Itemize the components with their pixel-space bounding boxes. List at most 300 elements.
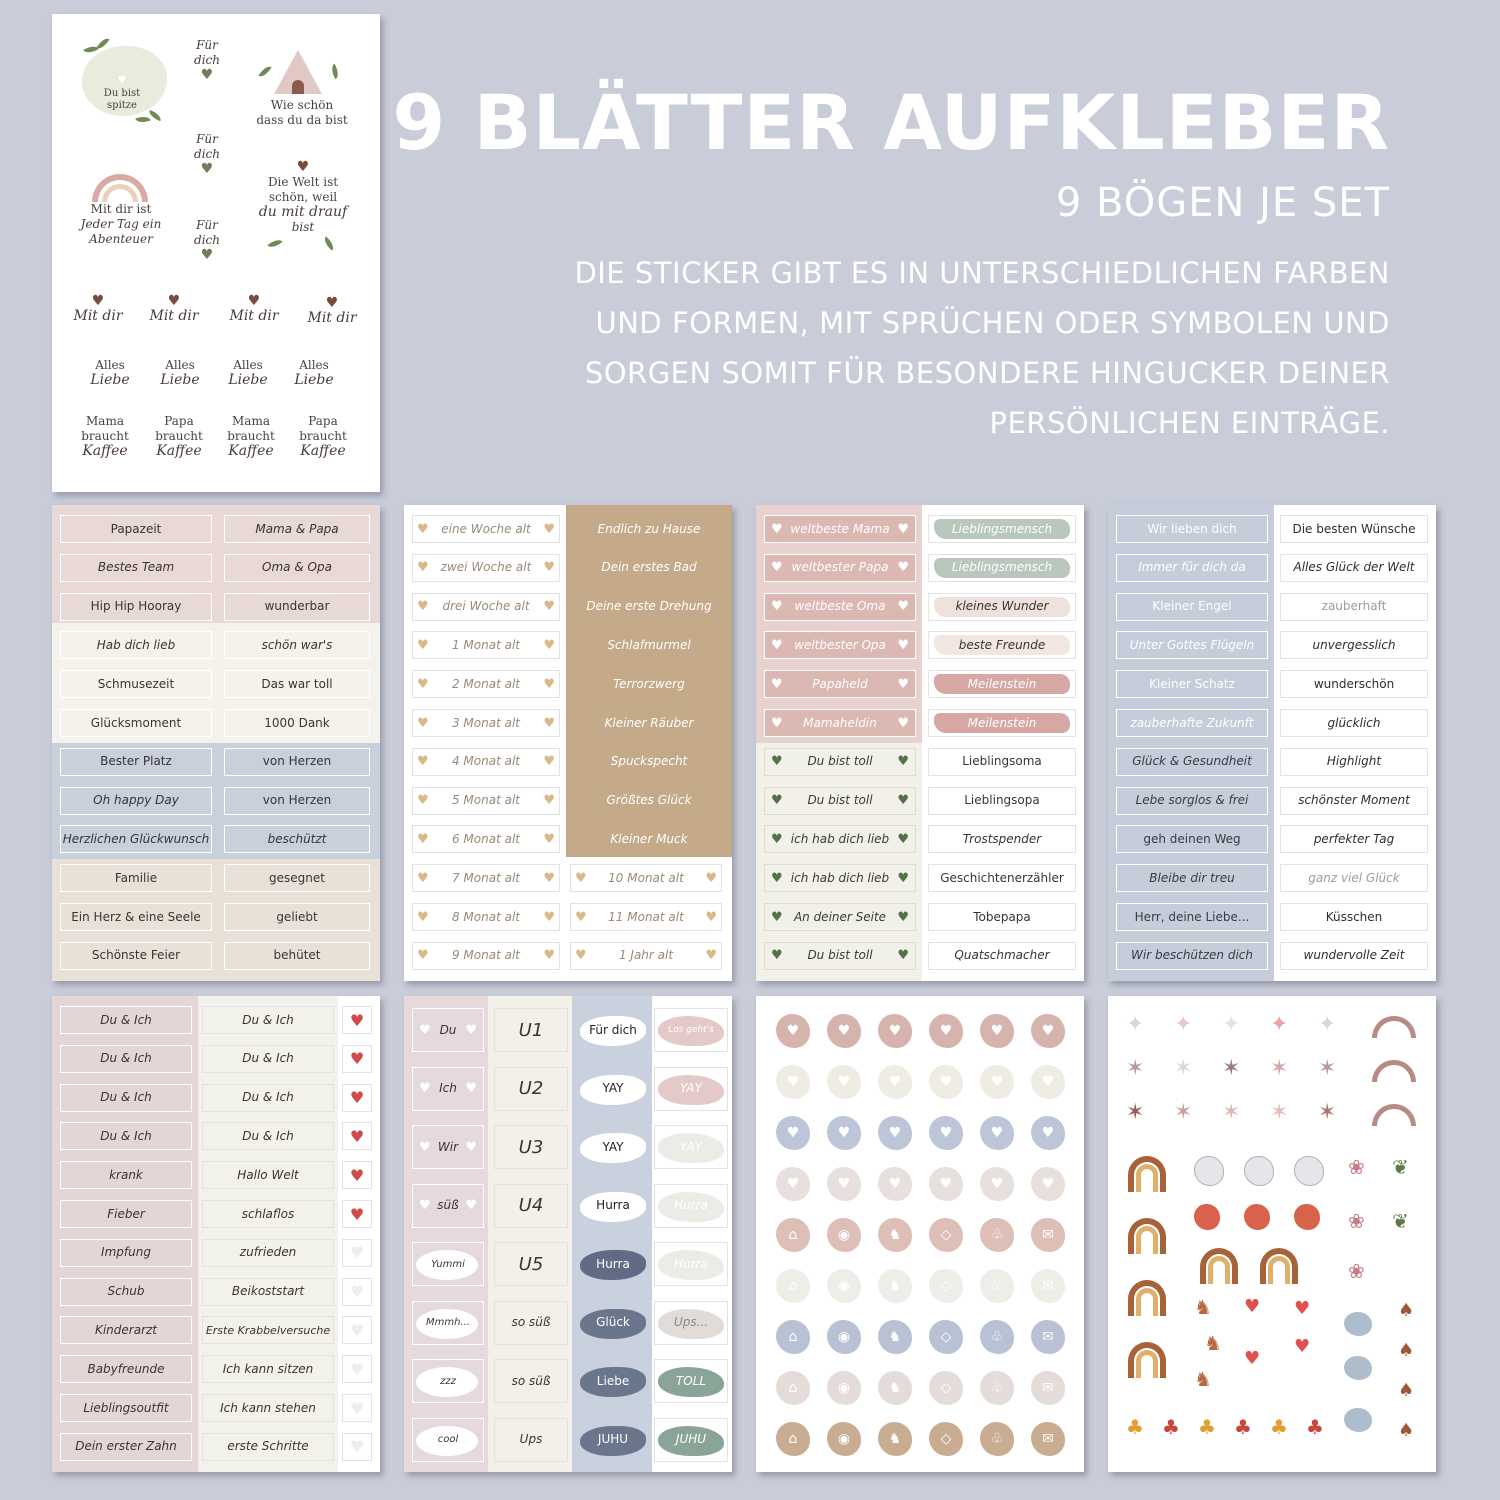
heart-icon: ♥: [543, 521, 555, 537]
label-text: ich hab dich lieb: [790, 870, 890, 885]
label-sticker: [764, 903, 916, 931]
text-liebe: Liebe: [294, 372, 334, 388]
star-icon: ✶: [1174, 1056, 1193, 1081]
text-dass-du-da-bist: dass du da bist: [256, 113, 348, 127]
icon-circle: ♥: [980, 1167, 1014, 1201]
heart-icon: ♥: [342, 1045, 372, 1073]
icon-circle: ⌂: [776, 1422, 810, 1456]
quote-wie-schoen: [242, 98, 362, 128]
label-sticker: Bester Platz: [60, 748, 212, 776]
icon-circle: ♥: [980, 1116, 1014, 1150]
icon-circle: ◇: [929, 1371, 963, 1405]
quote-die-welt: [248, 160, 358, 235]
label-sticker: erste Schritte: [202, 1433, 334, 1461]
label-sticker: wunderschön: [1280, 670, 1428, 698]
heart-icon: ♥: [543, 909, 555, 925]
label-text: weltbeste Oma: [794, 599, 886, 614]
label-text: Du bist toll: [807, 754, 873, 769]
heart-icon: ♥: [417, 754, 429, 770]
label-sticker: YAY: [602, 1081, 624, 1095]
label-sticker: Ups...: [654, 1301, 728, 1345]
heart-icon: ♥: [465, 1022, 477, 1038]
text-papa: Papa: [164, 414, 194, 428]
label-text: 2 Monat alt: [451, 676, 520, 691]
label-text: weltbester Papa: [791, 560, 889, 575]
text-spitze: spitze: [107, 100, 137, 111]
heart-icon: ♥: [296, 159, 310, 175]
heart-icon: ♥: [543, 948, 555, 964]
rainbow-inner: [1136, 1350, 1158, 1378]
label-sticker: Wir lieben dich: [1116, 515, 1268, 543]
icon-circle: ♥: [827, 1065, 861, 1099]
icon-circle: ♧: [980, 1320, 1014, 1354]
label-sticker: Hab dich lieb: [60, 631, 212, 659]
label-sticker: Kinderarzt: [60, 1316, 192, 1344]
rainbow-icon: [1372, 1104, 1416, 1126]
label-sticker: Bestes Team: [60, 554, 212, 582]
label-sticker: [764, 593, 916, 621]
label-text: 9 Monat alt: [451, 948, 520, 963]
icon-circle: ♥: [1031, 1167, 1065, 1201]
label-text: 4 Monat alt: [451, 754, 520, 769]
label-sticker: Lieblingsmensch: [928, 554, 1076, 582]
label-sticker: Trostspender: [928, 825, 1076, 853]
star-icon: ✦: [1126, 1012, 1145, 1037]
label-sticker: Meilenstein: [928, 670, 1076, 698]
heart-icon: ♥: [342, 1161, 372, 1189]
text-fuer: Für: [196, 132, 218, 146]
quote-mit-dir-2: [144, 294, 204, 324]
label-sticker: [412, 554, 560, 582]
label-sticker: Kleiner Muck: [610, 831, 688, 846]
tulip-icon: ♣: [1198, 1415, 1216, 1439]
label-sticker: Glück: [596, 1315, 630, 1329]
label-text: weltbeste Mama: [790, 521, 890, 536]
label-sticker: Los geht's: [654, 1008, 728, 1052]
label-sticker: von Herzen: [224, 748, 370, 776]
icon-circle: ♥: [878, 1014, 912, 1048]
heart-icon: ♥: [342, 1122, 372, 1150]
label-sticker: perfekter Tag: [1280, 825, 1428, 853]
quote-mit-dir-3: [224, 294, 284, 324]
star-icon: ✶: [1126, 1056, 1145, 1081]
mushroom-icon: ♠: [1398, 1380, 1415, 1401]
tulip-icon: ♣: [1270, 1415, 1288, 1439]
text-fuer: Für: [196, 218, 218, 232]
heart-icon: ♥: [342, 1200, 372, 1228]
heart-icon: ♥: [771, 793, 783, 809]
label-sticker: Hurra: [654, 1242, 728, 1286]
bird-ornament-icon: [1194, 1156, 1224, 1186]
icon-circle: ♥: [827, 1167, 861, 1201]
sheet-labels-family-heroes: [756, 505, 1084, 981]
sheet-quotes: [52, 14, 380, 492]
label-sticker: Hurra: [654, 1184, 728, 1228]
icon-circle: ♥: [1031, 1065, 1065, 1099]
rocking-horse-icon: ♞: [1204, 1331, 1222, 1355]
heart-icon: ♥: [543, 754, 555, 770]
icon-circle: ♧: [980, 1269, 1014, 1303]
text-schoen-weil: schön, weil: [268, 190, 338, 204]
icon-circle: ♥: [929, 1014, 963, 1048]
heart-icon: ♥: [342, 1355, 372, 1383]
label-sticker: Meilenstein: [928, 709, 1076, 737]
star-icon: ✦: [1270, 1012, 1289, 1037]
icon-circle: ♥: [1031, 1014, 1065, 1048]
heart-icon: ♥: [543, 870, 555, 886]
heart-icon: ♥: [771, 560, 783, 576]
heart-icon: ♥: [1294, 1298, 1311, 1319]
flower-icon: [1194, 1204, 1220, 1230]
heart-icon: ♥: [465, 1139, 477, 1155]
icon-circle: ◇: [929, 1218, 963, 1252]
text-wie-schoen: Wie schön: [270, 98, 334, 112]
rainbow-inner: [1136, 1288, 1158, 1316]
star-icon: ✶: [1270, 1100, 1289, 1125]
label-sticker: Du & Ich: [202, 1122, 334, 1150]
label-text: drei Woche alt: [442, 599, 530, 614]
heart-icon: ♥: [897, 521, 909, 537]
icon-circle: ◉: [827, 1218, 861, 1252]
label-sticker: glücklich: [1280, 709, 1428, 737]
label-sticker: [764, 515, 916, 543]
heart-icon: ♥: [1294, 1336, 1311, 1357]
rocking-horse-icon: ♞: [1194, 1295, 1212, 1319]
quote-mit-dir-1: [68, 294, 128, 324]
mushroom-icon: ♠: [1398, 1420, 1415, 1441]
label-sticker: Beikoststart: [202, 1278, 334, 1306]
label-sticker: Ich kann sitzen: [202, 1355, 334, 1383]
icon-circle: ♥: [878, 1116, 912, 1150]
label-sticker: Bleibe dir treu: [1116, 864, 1268, 892]
label-sticker: Du & Ich: [60, 1045, 192, 1073]
leaf-icon: [328, 64, 341, 80]
heart-icon: ♥: [771, 909, 783, 925]
quote-fuer-dich-2: [182, 132, 232, 177]
quote-fuer-dich-3: [182, 218, 232, 263]
text-bist: bist: [291, 220, 315, 234]
quote-mit-dir-abenteuer: [66, 202, 176, 247]
icon-circle: ♞: [878, 1218, 912, 1252]
sheet-labels-words: [404, 996, 732, 1472]
label-sticker: [412, 515, 560, 543]
heart-icon: ♥: [771, 715, 783, 731]
icon-circle: ♥: [776, 1014, 810, 1048]
label-sticker: unvergesslich: [1280, 631, 1428, 659]
label-sticker: [570, 903, 722, 931]
quote-papa-kaffee-2: [290, 414, 356, 459]
icon-circle: ✉: [1031, 1218, 1065, 1252]
sheet-labels-milestones: [404, 505, 732, 981]
label-text: 6 Monat alt: [451, 831, 520, 846]
label-text: 7 Monat alt: [451, 870, 520, 885]
label-sticker: behütet: [224, 942, 370, 970]
label-sticker: Küsschen: [1280, 903, 1428, 931]
label-sticker: von Herzen: [224, 787, 370, 815]
heart-icon: ♥: [897, 754, 909, 770]
text-mit-dir: Mit dir: [73, 308, 123, 324]
heart-icon: ♥: [419, 1198, 431, 1213]
label-sticker: [412, 942, 560, 970]
heart-icon: ♥: [897, 870, 909, 886]
label-text: Du: [439, 1022, 457, 1037]
icon-circle: ♥: [980, 1014, 1014, 1048]
sheet-labels-baby-events: [52, 996, 380, 1472]
label-sticker: Dein erstes Bad: [601, 560, 697, 575]
label-sticker: [412, 670, 560, 698]
label-sticker: Kleiner Schatz: [1116, 670, 1268, 698]
icon-circle: ♥: [827, 1014, 861, 1048]
sheet-icon-circles: [756, 996, 1084, 1472]
label-sticker: U5: [494, 1242, 568, 1286]
text-die-welt-ist: Die Welt ist: [267, 175, 339, 189]
text-du-bist: Du bist: [103, 88, 141, 99]
quote-alles-liebe-2: [150, 358, 210, 388]
flower-icon: [1244, 1204, 1270, 1230]
star-icon: ✶: [1174, 1100, 1193, 1125]
heart-icon: ♥: [771, 831, 783, 847]
heart-icon: ♥: [1244, 1296, 1261, 1317]
heart-icon: ♥: [897, 909, 909, 925]
icon-circle: ♞: [878, 1371, 912, 1405]
label-text: 3 Monat alt: [451, 715, 520, 730]
label-sticker: zufrieden: [202, 1239, 334, 1267]
label-sticker: [412, 903, 560, 931]
heart-icon: ♥: [575, 870, 587, 886]
heart-icon: ♥: [342, 1394, 372, 1422]
label-sticker: Mama & Papa: [224, 515, 370, 543]
quote-alles-liebe-3: [218, 358, 278, 388]
label-sticker: Lieblingsopa: [928, 787, 1076, 815]
label-sticker: zzz: [412, 1359, 484, 1403]
label-sticker: U3: [494, 1125, 568, 1169]
icon-circle: ♞: [878, 1320, 912, 1354]
label-text: 8 Monat alt: [451, 909, 520, 924]
icon-circle: ♥: [929, 1116, 963, 1150]
label-sticker: Ein Herz & eine Seele: [60, 903, 212, 931]
tulip-icon: ♣: [1126, 1415, 1144, 1439]
label-sticker: Hurra: [596, 1198, 630, 1212]
label-sticker: U2: [494, 1067, 568, 1111]
heart-icon: ♥: [167, 293, 181, 309]
icon-circle: ◇: [929, 1320, 963, 1354]
heart-icon: ♥: [417, 599, 429, 615]
text-braucht: braucht: [227, 429, 275, 443]
heart-icon: ♥: [342, 1239, 372, 1267]
heart-icon: ♥: [771, 948, 783, 964]
label-sticker: [764, 670, 916, 698]
star-icon: ✶: [1126, 1100, 1145, 1125]
heart-icon: ♥: [897, 637, 909, 653]
text-mama: Mama: [86, 414, 124, 428]
text-abenteuer: Abenteuer: [89, 232, 153, 246]
label-sticker: Alles Glück der Welt: [1280, 554, 1428, 582]
heart-icon: ♥: [417, 870, 429, 886]
icon-circle: ◇: [929, 1269, 963, 1303]
text-alles: Alles: [299, 358, 329, 372]
label-sticker: Babyfreunde: [60, 1355, 192, 1383]
label-sticker: Tobepapa: [928, 903, 1076, 931]
label-sticker: Schub: [60, 1278, 192, 1306]
label-sticker: Oh happy Day: [60, 787, 212, 815]
icon-circle: ◉: [827, 1371, 861, 1405]
label-sticker: Hurra: [596, 1256, 630, 1271]
star-icon: ✦: [1318, 1012, 1337, 1037]
heart-icon: ♥: [897, 676, 909, 692]
heart-icon: ♥: [91, 293, 105, 309]
label-text: 1 Jahr alt: [618, 948, 674, 963]
icon-circle: ⌂: [776, 1371, 810, 1405]
label-sticker: [764, 787, 916, 815]
heart-icon: ♥: [419, 1081, 431, 1096]
quote-mama-kaffee-2: [218, 414, 284, 459]
star-icon: ✦: [1222, 1012, 1241, 1037]
label-sticker: Lebe sorglos & frei: [1116, 787, 1268, 815]
label-sticker: Du & Ich: [60, 1084, 192, 1112]
heart-icon: ♥: [419, 1022, 431, 1038]
label-sticker: Hip Hip Hooray: [60, 593, 212, 621]
label-sticker: Glück & Gesundheit: [1116, 748, 1268, 776]
label-sticker: YAY: [654, 1125, 728, 1169]
label-sticker: Familie: [60, 864, 212, 892]
heart-icon: ♥: [543, 637, 555, 653]
text-kaffee: Kaffee: [82, 443, 128, 459]
label-sticker: Schlafmurmel: [607, 637, 691, 652]
icon-circle: ✉: [1031, 1371, 1065, 1405]
label-sticker: Ich kann stehen: [202, 1394, 334, 1422]
label-sticker: 1000 Dank: [224, 709, 370, 737]
heart-icon: ♥: [771, 599, 783, 615]
quote-alles-liebe-1: [80, 358, 140, 388]
label-sticker: Das war toll: [224, 670, 370, 698]
text-braucht: braucht: [81, 429, 129, 443]
label-text: Du bist toll: [807, 793, 873, 808]
heart-icon: ♥: [419, 1139, 431, 1155]
heart-icon: ♥: [200, 67, 214, 83]
icon-circle: ♧: [980, 1422, 1014, 1456]
label-sticker: Yummi: [412, 1242, 484, 1286]
label-text: zwei Woche alt: [440, 560, 532, 575]
heart-icon: ♥: [117, 75, 127, 86]
label-sticker: [764, 748, 916, 776]
label-sticker: Du & Ich: [60, 1006, 192, 1034]
heart-icon: ♥: [417, 637, 429, 653]
watering-can-icon: [1344, 1356, 1372, 1380]
icon-circle: ◉: [827, 1269, 861, 1303]
icon-circle: ✉: [1031, 1422, 1065, 1456]
label-sticker: [412, 709, 560, 737]
icon-circle: ♥: [827, 1116, 861, 1150]
label-text: Papaheld: [812, 676, 868, 691]
star-icon: ✶: [1318, 1056, 1337, 1081]
text-mit-dir-ist: Mit dir ist: [90, 202, 152, 216]
quote-papa-kaffee-1: [146, 414, 212, 459]
heart-icon: ♥: [1244, 1348, 1261, 1369]
headline-description: [490, 248, 1390, 448]
label-sticker: Immer für dich da: [1116, 554, 1268, 582]
heart-icon: ♥: [543, 560, 555, 576]
leaf-icon: [267, 236, 282, 250]
label-sticker: Lieblingsmensch: [928, 515, 1076, 543]
star-icon: ✶: [1222, 1056, 1241, 1081]
rainbow-inner: [1136, 1226, 1158, 1254]
watering-can-icon: [1344, 1312, 1372, 1336]
heart-icon: ♥: [543, 831, 555, 847]
heart-icon: ♥: [543, 676, 555, 692]
heart-icon: ♥: [342, 1316, 372, 1344]
heart-icon: ♥: [705, 948, 717, 964]
icon-circle: ♞: [878, 1422, 912, 1456]
icon-circle: ♥: [980, 1065, 1014, 1099]
leaf-sprig-icon: ❦: [1392, 1209, 1409, 1233]
heart-icon: ♥: [465, 1198, 477, 1213]
heart-icon: ♥: [771, 521, 783, 537]
leaf-sprig-icon: ❦: [1392, 1155, 1409, 1179]
quote-du-bist-spitze: [92, 74, 152, 112]
text-liebe: Liebe: [90, 372, 130, 388]
text-mit-dir: Mit dir: [229, 308, 279, 324]
label-sticker: so süß: [494, 1359, 568, 1403]
heart-icon: ♥: [543, 793, 555, 809]
desc-line-1: DIE STICKER GIBT ES IN UNTERSCHIEDLICHEN FARBEN: [574, 256, 1390, 290]
sheet-illustrations: [1108, 996, 1436, 1472]
label-text: 1 Monat alt: [451, 637, 520, 652]
heart-icon: ♥: [342, 1006, 372, 1034]
icon-circle: ♥: [776, 1065, 810, 1099]
label-sticker: zauberhaft: [1280, 593, 1428, 621]
label-sticker: schönster Moment: [1280, 787, 1428, 815]
label-text: Mamaheldin: [803, 715, 877, 730]
label-text: 5 Monat alt: [451, 793, 520, 808]
headline-subtitle: 9 BÖGEN JE SET: [1055, 180, 1390, 226]
star-icon: ✶: [1318, 1100, 1337, 1125]
label-sticker: Hallo Welt: [202, 1161, 334, 1189]
berries-icon: ❀: [1348, 1209, 1365, 1233]
label-sticker: wunderbar: [224, 593, 370, 621]
heart-icon: ♥: [897, 715, 909, 731]
text-alles: Alles: [233, 358, 263, 372]
heart-icon: ♥: [575, 909, 587, 925]
heart-icon: ♥: [200, 247, 214, 263]
rainbow-icon: [1372, 1060, 1416, 1082]
text-dich: dich: [194, 147, 220, 161]
star-icon: ✶: [1222, 1100, 1241, 1125]
label-sticker: beschützt: [224, 825, 370, 853]
label-sticker: Mmmh...: [412, 1301, 484, 1345]
label-sticker: TOLL: [654, 1359, 728, 1403]
text-mit-dir: Mit dir: [307, 310, 357, 326]
text-du-mit-drauf: du mit drauf: [258, 204, 348, 220]
heart-icon: ♥: [897, 560, 909, 576]
heart-icon: ♥: [771, 754, 783, 770]
label-sticker: [412, 864, 560, 892]
leaf-icon: [321, 236, 336, 250]
sheet-labels-family: [52, 505, 380, 981]
icon-circle: ♥: [929, 1167, 963, 1201]
label-sticker: [412, 825, 560, 853]
label-sticker: geliebt: [224, 903, 370, 931]
heart-icon: ♥: [342, 1084, 372, 1112]
rainbow-inner: [1268, 1256, 1290, 1284]
label-sticker: Ups: [494, 1418, 568, 1462]
label-sticker: Glücksmoment: [60, 709, 212, 737]
label-sticker: kleines Wunder: [928, 593, 1076, 621]
label-sticker: [412, 748, 560, 776]
label-sticker: [412, 787, 560, 815]
quote-fuer-dich-1: [182, 38, 232, 83]
icon-circle: ◉: [827, 1422, 861, 1456]
label-sticker: [412, 1008, 484, 1052]
